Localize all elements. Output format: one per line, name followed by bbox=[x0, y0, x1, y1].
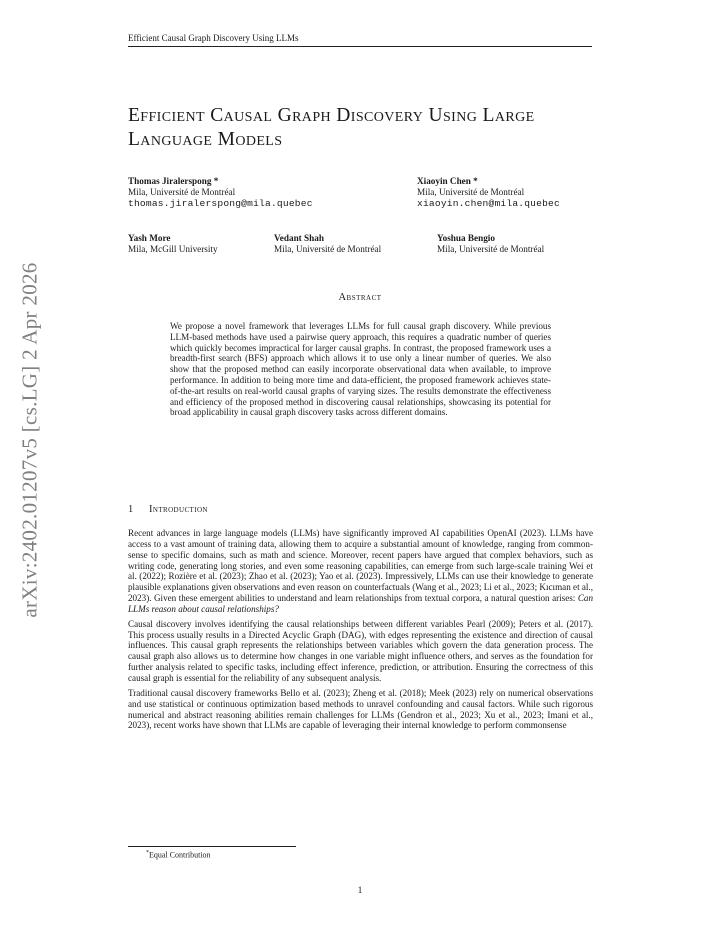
arxiv-id: arXiv:2402.01207v5 [cs.LG] 2 Apr 2026 bbox=[17, 262, 42, 618]
author-block bbox=[417, 176, 560, 209]
footnote bbox=[146, 850, 211, 860]
author-name: Yash More bbox=[128, 233, 171, 243]
author-name: Xiaoyin Chen * bbox=[417, 176, 478, 186]
author-name: Yoshua Bengio bbox=[437, 233, 495, 243]
section-heading bbox=[128, 504, 208, 515]
section-number: 1 bbox=[128, 504, 134, 515]
author-affiliation: Mila, Université de Montréal bbox=[274, 244, 382, 254]
author-affiliation: Mila, Université de Montréal bbox=[437, 244, 545, 254]
paragraph: Causal discovery involves identifying the causal relationships between different variables Pearl (2009); Peters et al. (2017). This process usually results in a Directed Acyclic Graph (DAG), with edges representing the existence and direction of causal influences. This causal graph represents the relationships between variables which govern the data generation process. The causal graph also allows us to determine how changes in one variable might influence others, and serves as the foundation for further analysis related to specific tasks, including effect inference, prediction, or attribution. Ensuring the correctness of this causal graph is essential for the reliability of any subsequent analysis. bbox=[128, 618, 593, 683]
author-block bbox=[274, 233, 381, 255]
footnote-text: Equal Contribution bbox=[149, 850, 211, 860]
author-affiliation: Mila, Université de Montréal bbox=[128, 187, 236, 197]
author-name: Vedant Shah bbox=[274, 233, 324, 243]
author-block bbox=[128, 176, 313, 209]
paragraph: Traditional causal discovery frameworks Bello et al. (2023); Zheng et al. (2018); Meek (2023) rely on numerical observations and use statistical or continuous optimization based methods to unravel confounding and causal factors. While such rigorous numerical and abstract reasoning abilities remain challenges for LLMs (Gendron et al., 2023; Xu et al., 2023; Imani et al., 2023), recent works have shown that LLMs are capable of leveraging their internal knowledge to perform commonsense bbox=[128, 687, 593, 731]
page-number: 1 bbox=[357, 886, 363, 896]
author-block bbox=[128, 233, 218, 255]
author-email: xiaoyin.chen@mila.quebec bbox=[417, 198, 560, 209]
abstract-heading: Abstract bbox=[338, 292, 382, 303]
author-affiliation: Mila, Université de Montréal bbox=[417, 187, 525, 197]
footnote-mark: * bbox=[146, 850, 149, 856]
author-email: thomas.jiralerspong@mila.quebec bbox=[128, 198, 313, 209]
author-block bbox=[437, 233, 544, 255]
running-header: Efficient Causal Graph Discovery Using LLMs bbox=[128, 33, 592, 47]
section-title: Introduction bbox=[149, 504, 208, 515]
title-line-1: Efficient Causal Graph Discovery Using Large bbox=[128, 105, 535, 126]
paper-title bbox=[128, 104, 598, 152]
intro-body bbox=[128, 528, 593, 735]
author-affiliation: Mila, McGill University bbox=[128, 244, 218, 254]
research-question: Can LLMs reason about causal relationships? bbox=[128, 593, 593, 614]
footnote-rule bbox=[128, 846, 296, 847]
abstract-text: We propose a novel framework that leverages LLMs for full causal graph discovery. While previous LLM-based methods have used a pairwise query approach, this requires a quadratic number of queries which quickly becomes impractical for larger causal graphs. In contrast, the proposed framework uses a breadth-first search (BFS) approach which allows it to use only a linear number of queries. We also show that the proposed method can easily incorporate observational data when available, to improve performance. In addition to being more time and data-efficient, the proposed framework achieves state-of-the-art results on real-world causal graphs of varying sizes. The results demonstrate the effectiveness and efficiency of the proposed method in discovering causal relationships, showcasing its potential for broad applicability in causal graph discovery tasks across different domains. bbox=[170, 321, 551, 418]
author-name: Thomas Jiralerspong * bbox=[128, 176, 219, 186]
paragraph bbox=[128, 528, 593, 615]
paragraph-text: Recent advances in large language models (LLMs) have significantly improved AI capabilities OpenAI (2023). LLMs have access to a vast amount of training data, allowing them to acquire a substantial amount of knowledge, ranging from common-sense to specific domains, such as math and science. Moreover, recent papers have argued that complex behaviors, such as writing code, generating long stories, and even some reasoning capabilities, can emerge from such large-scale training Wei et al. (2022); Rozière et al. (2023); Zhao et al. (2023); Yao et al. (2023). Impressively, LLMs can use their knowledge to generate plausible explanations given observations and even reason on counterfactuals (Wang et al., 2023; Li et al., 2023; Kıcıman et al., 2023). Given these emergent abilities to understand and learn relationships from textual corpora, a natural question arises: bbox=[128, 528, 593, 604]
title-line-2: Language Models bbox=[128, 129, 283, 150]
